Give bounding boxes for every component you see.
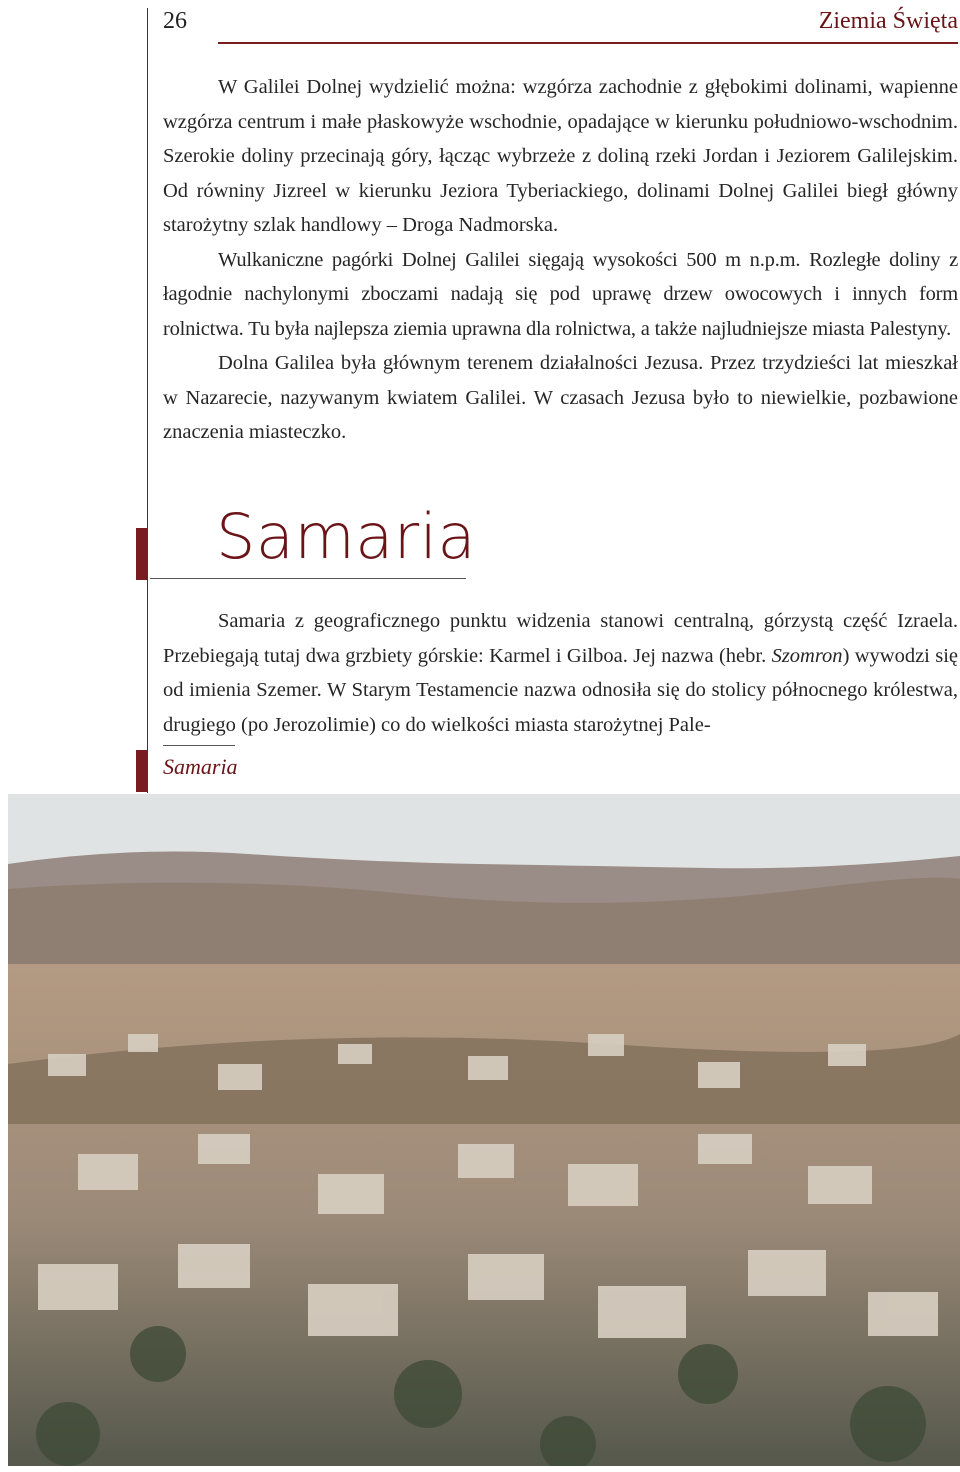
paragraph: Dolna Galilea była głównym terenem działalności Jezusa. Przez trzydzieści lat mieszkał w Nazarecie, nazywanym kwiatem Galilei. W czasach Jezusa było to niewielkie, pozbawione znaczenia miasteczko.: [163, 352, 958, 443]
title-underline: [150, 578, 466, 579]
section-marker: [136, 528, 148, 580]
text-run: Samaria z geograficznego punktu widzenia stanowi centralną, górzystą część Izraela. Przebiegają tutaj dwa grzbiety górskie: Karmel i Gilboa. Jej nazwa (hebr.: [163, 610, 958, 667]
galilee-text: [163, 70, 958, 450]
margin-rule: [147, 8, 148, 793]
samaria-photo: [8, 794, 960, 1466]
paragraph: W Galilei Dolnej wydzielić można: wzgórza zachodnie z głębokimi dolinami, wapienne wzgórza centrum i małe płaskowyże wschodnie, opadające w kierunku południowo-wschodnim. Szerokie doliny przecinają góry, łącząc wybrzeże z doliną rzeki Jordan i Jeziorem Galilejskim. Od równiny Jizreel w kierunku Jeziora Tyberiackiego, dolinami Dolnej Galilei biegł główny starożytny szlak handlowy – Droga Nadmorska.: [163, 76, 958, 236]
samaria-text: [163, 604, 958, 742]
caption-marker: [136, 750, 148, 792]
text-run: ) wywodzi się od imienia Szemer. W Starym Testamencie nazwa odnosiła się do stolicy północnego królestwa, drugiego (po Jerozolimie) co do wielkości miasta starożytnej Pale-: [163, 644, 958, 736]
paragraph: [163, 604, 958, 742]
caption-rule: [163, 745, 235, 746]
landscape-photo: [8, 794, 960, 1466]
hebrew-name: Szomron: [771, 644, 843, 667]
running-title: Ziemia Święta: [818, 8, 958, 34]
page-number: 26: [163, 8, 187, 34]
section-title: Samaria: [216, 500, 476, 573]
figure-caption: Samaria: [163, 754, 238, 779]
paragraph: Wulkaniczne pagórki Dolnej Galilei sięgają wysokości 500 m n.p.m. Rozległe doliny z łagodnie nachylonymi zboczami nadają się pod uprawę drzew owocowych i innych form rolnictwa. Tu była najlepsza ziemia uprawna dla rolnictwa, a także najludniejsze miasta Palestyny.: [163, 248, 958, 340]
header-rule: [218, 42, 958, 44]
